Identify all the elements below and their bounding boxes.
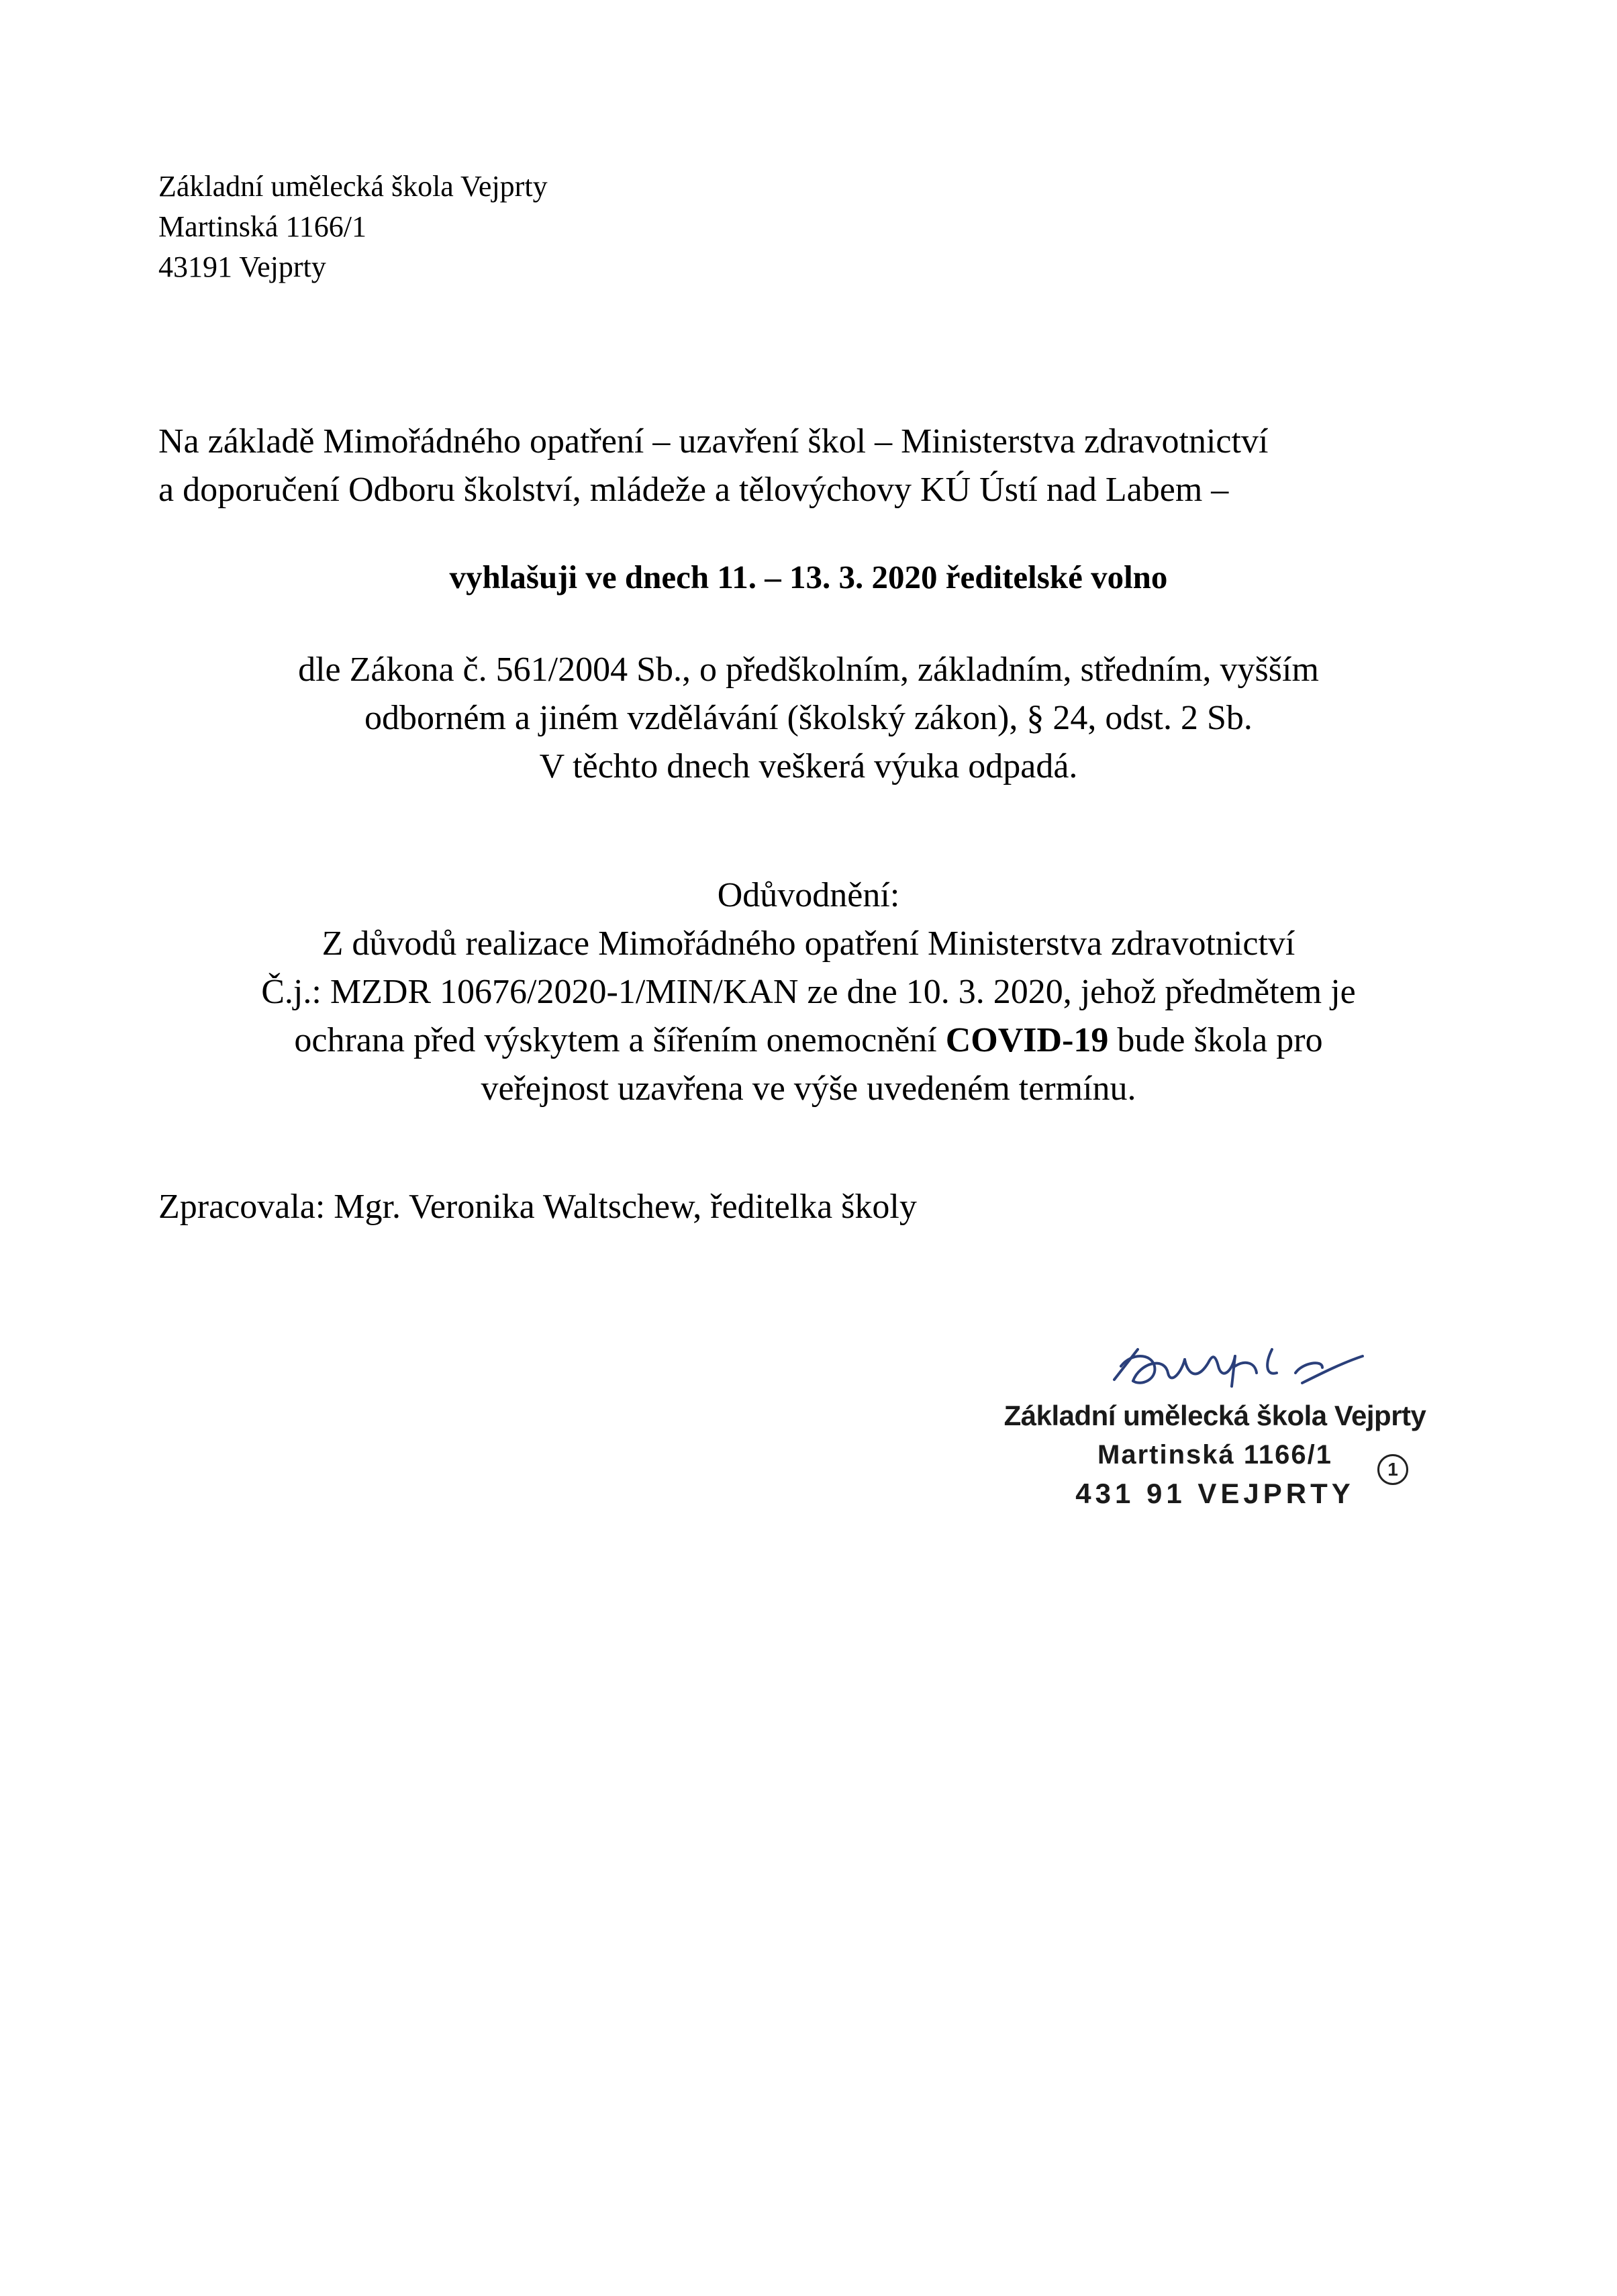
decision-statement: vyhlašuji ve dnech 11. – 13. 3. 2020 ředitelské volno: [449, 559, 1168, 595]
address-line-city: 43191 Vejprty: [158, 250, 326, 283]
intro-line-2: a doporučení Odboru školství, mládeže a tělovýchovy KÚ Ústí nad Labem –: [158, 471, 1229, 509]
covid-term: COVID-19: [945, 1021, 1109, 1059]
law-line-3: V těchto dnech veškerá výuka odpadá.: [539, 747, 1078, 785]
law-reference: [0, 646, 1617, 791]
justification-line-3-pre: ochrana před výskytem a šířením onemocnění: [294, 1021, 946, 1059]
intro-line-1: Na základě Mimořádného opatření – uzavření škol – Ministerstva zdravotnictví: [158, 422, 1269, 461]
school-address: [158, 166, 548, 287]
justification-section: [0, 871, 1617, 1113]
law-line-2: odborném a jiném vzdělávání (školský zákon), § 24, odst. 2 Sb.: [364, 699, 1253, 737]
intro-paragraph: [158, 418, 1268, 514]
stamp-line-city: 431 91 VEJPRTY: [1075, 1478, 1355, 1509]
stamp-line-street: Martinská 1166/1: [1097, 1440, 1332, 1470]
justification-line-4: veřejnost uzavřena ve výše uvedeném termínu.: [481, 1069, 1136, 1108]
justification-line-2: Č.j.: MZDR 10676/2020-1/MIN/KAN ze dne 10. 3. 2020, jehož předmětem je: [261, 973, 1356, 1011]
address-line-name: Základní umělecká škola Vejprty: [158, 170, 548, 203]
stamp-line-name: Základní umělecká škola Vejprty: [1003, 1400, 1426, 1431]
school-stamp: [980, 1396, 1450, 1513]
justification-line-1: Z důvodů realizace Mimořádného opatření Ministerstva zdravotnictví: [322, 924, 1295, 963]
stamp-number-mark: 1: [1377, 1454, 1408, 1485]
justification-heading: Odůvodnění:: [717, 876, 900, 914]
processed-by: Zpracovala: Mgr. Veronika Waltschew, ředitelka školy: [158, 1188, 917, 1226]
handwritten-signature: [1101, 1326, 1369, 1400]
law-line-1: dle Zákona č. 561/2004 Sb., o předškolním, základním, středním, vyšším: [298, 651, 1319, 689]
justification-line-3: [0, 1016, 1617, 1065]
justification-line-3-post: bude škola pro: [1108, 1021, 1323, 1059]
address-line-street: Martinská 1166/1: [158, 210, 366, 243]
